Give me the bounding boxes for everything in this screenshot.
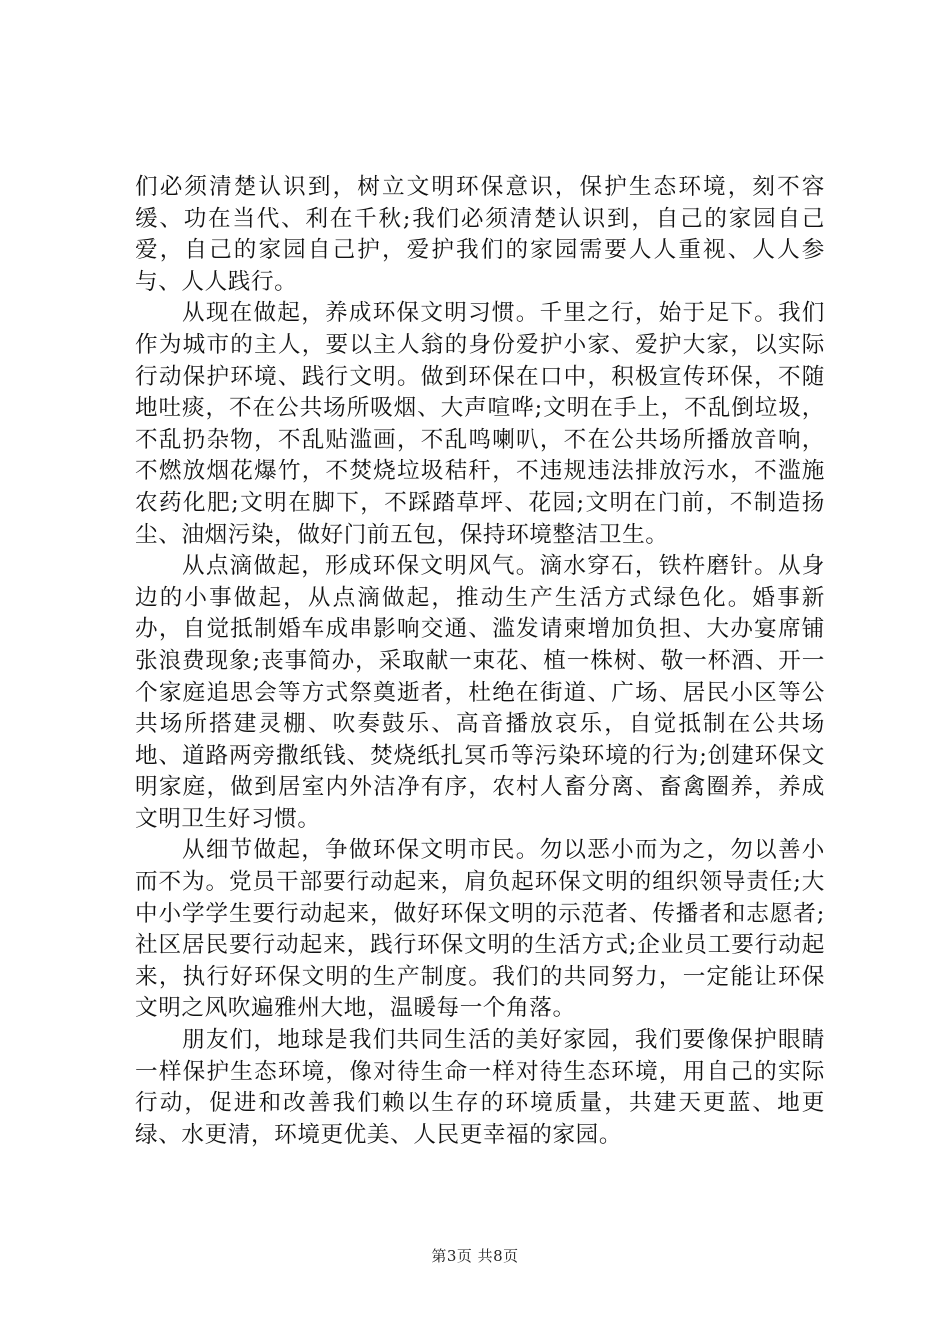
paragraph-1: 们必须清楚认识到，树立文明环保意识，保护生态环境，刻不容缓、功在当代、利在千秋;我们必须清楚认识到，自己的家园自己爱，自己的家园自己护，爱护我们的家园需要人人重视、人人参与、人人践行。 [135,174,825,295]
page-number-footer: 第3页 共8页 [431,1247,519,1265]
paragraph-3: 从点滴做起，形成环保文明风气。滴水穿石，铁杵磨针。从身边的小事做起，从点滴做起，推动生产生活方式绿色化。婚事新办，自觉抵制婚车成串影响交通、滥发请柬增加负担、大办宴席铺张浪费现象;丧事简办，采取献一束花、植一株树、敬一杯酒、开一个家庭追思会等方式祭奠逝者，杜绝在街道、广场、居民小区等公共场所搭建灵棚、吹奏鼓乐、高音播放哀乐，自觉抵制在公共场地、道路两旁撒纸钱、焚烧纸扎冥币等污染环境的行为;创建环保文明家庭，做到居室内外洁净有序，农村人畜分离、畜禽圈养，养成文明卫生好习惯。 [135,553,825,832]
paragraph-4: 从细节做起，争做环保文明市民。勿以恶小而为之，勿以善小而不为。党员干部要行动起来，肩负起环保文明的组织领导责任;大中小学学生要行动起来，做好环保文明的示范者、传播者和志愿者;社区居民要行动起来，践行环保文明的生活方式;企业员工要行动起来，执行好环保文明的生产制度。我们的共同努力，一定能让环保文明之风吹遍雅州大地，温暖每一个角落。 [135,837,825,1022]
paragraph-2: 从现在做起，养成环保文明习惯。千里之行，始于足下。我们作为城市的主人，要以主人翁的身份爱护小家、爱护大家，以实际行动保护环境、践行文明。做到环保在口中，积极宣传环保，不随地吐痰，不在公共场所吸烟、大声喧哗;文明在手上，不乱倒垃圾，不乱扔杂物，不乱贴滥画，不乱鸣喇叭，不在公共场所播放音响，不燃放烟花爆竹，不焚烧垃圾秸秆，不违规违法排放污水，不滥施农药化肥;文明在脚下，不踩踏草坪、花园;文明在门前，不制造扬尘、油烟污染，做好门前五包，保持环境整洁卫生。 [135,300,825,548]
document-body [135,172,825,1151]
paragraph-5: 朋友们，地球是我们共同生活的美好家园，我们要像保护眼睛一样保护生态环境，像对待生命一样对待生态环境，用自己的实际行动，促进和改善我们赖以生存的环境质量，共建天更蓝、地更绿、水更清，环境更优美、人民更幸福的家园。 [135,1027,825,1148]
